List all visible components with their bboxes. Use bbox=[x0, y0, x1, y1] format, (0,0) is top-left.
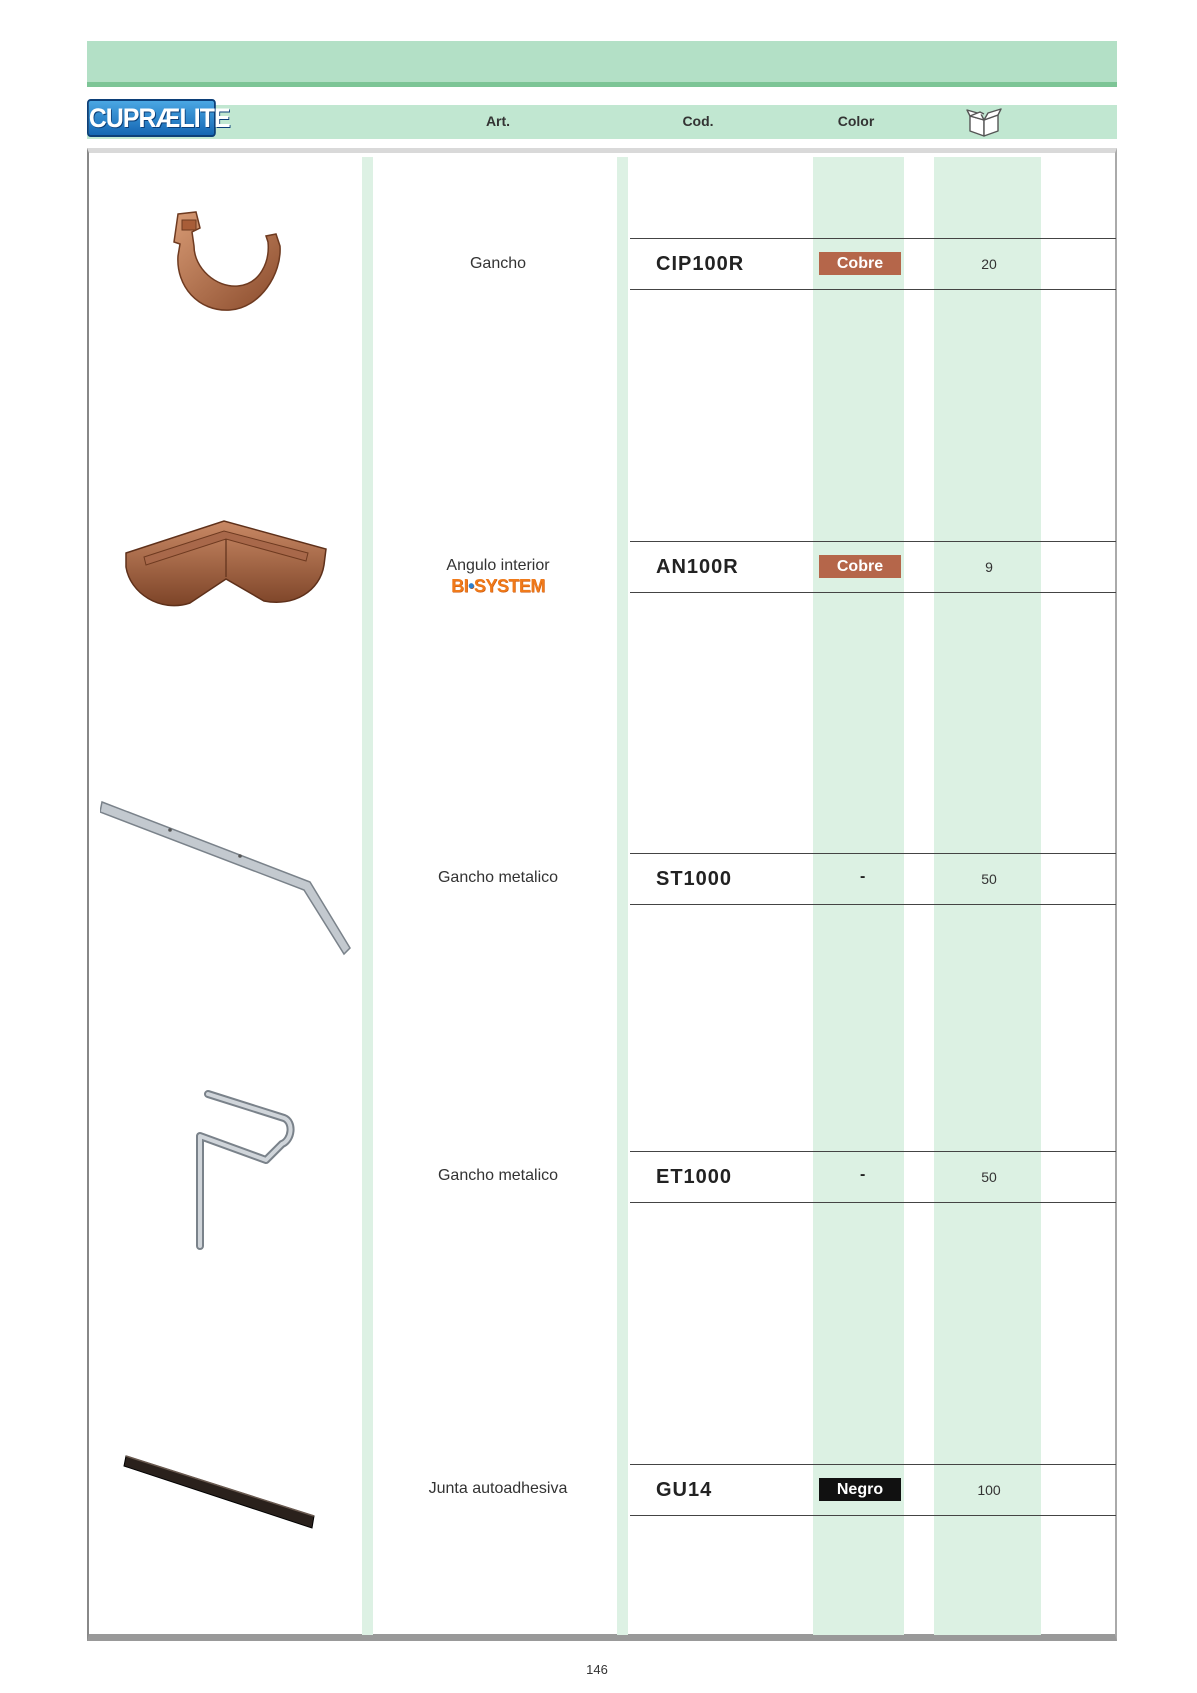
column-stripe bbox=[617, 157, 628, 1635]
metal-strap-hook-image bbox=[100, 798, 352, 956]
bi-system-logo: BI•SYSTEM bbox=[451, 576, 545, 596]
column-stripe bbox=[362, 157, 373, 1635]
metal-z-hook-image bbox=[186, 1088, 296, 1252]
color-badge: Negro bbox=[819, 1478, 901, 1501]
article-name: Gancho metalico bbox=[437, 1167, 559, 1184]
page-number: 146 bbox=[586, 1662, 608, 1677]
column-header-art: Art. bbox=[485, 113, 511, 129]
column-header-color: Color bbox=[837, 113, 875, 129]
article-name: Gancho metalico bbox=[437, 869, 559, 886]
box-quantity: 20 bbox=[981, 256, 997, 272]
product-code: CIP100R bbox=[656, 253, 745, 275]
box-quantity: 50 bbox=[981, 1169, 997, 1185]
header-bar bbox=[87, 105, 1117, 139]
top-band bbox=[87, 41, 1117, 87]
internal-corner-image bbox=[124, 517, 328, 625]
product-code: AN100R bbox=[656, 556, 739, 578]
article-name: Junta autoadhesiva bbox=[428, 1480, 568, 1497]
box-quantity: 9 bbox=[985, 559, 993, 575]
adhesive-joint-image bbox=[122, 1452, 316, 1530]
article-name: Angulo interior bbox=[446, 557, 550, 574]
product-code: GU14 bbox=[656, 1479, 713, 1501]
column-header-cod: Cod. bbox=[682, 113, 714, 129]
color-badge: Cobre bbox=[819, 252, 901, 275]
brand-logo: CUPRÆLITE bbox=[87, 99, 216, 137]
box-quantity: 100 bbox=[977, 1482, 1001, 1498]
box-quantity: 50 bbox=[981, 871, 997, 887]
color-badge: Cobre bbox=[819, 555, 901, 578]
article-name: Gancho bbox=[469, 255, 527, 272]
gutter-bracket-image bbox=[168, 206, 288, 316]
product-code: ET1000 bbox=[656, 1166, 733, 1188]
color-value: - bbox=[860, 1166, 866, 1183]
product-code: ST1000 bbox=[656, 868, 733, 890]
color-value: - bbox=[860, 868, 866, 885]
box-icon bbox=[966, 106, 1002, 138]
